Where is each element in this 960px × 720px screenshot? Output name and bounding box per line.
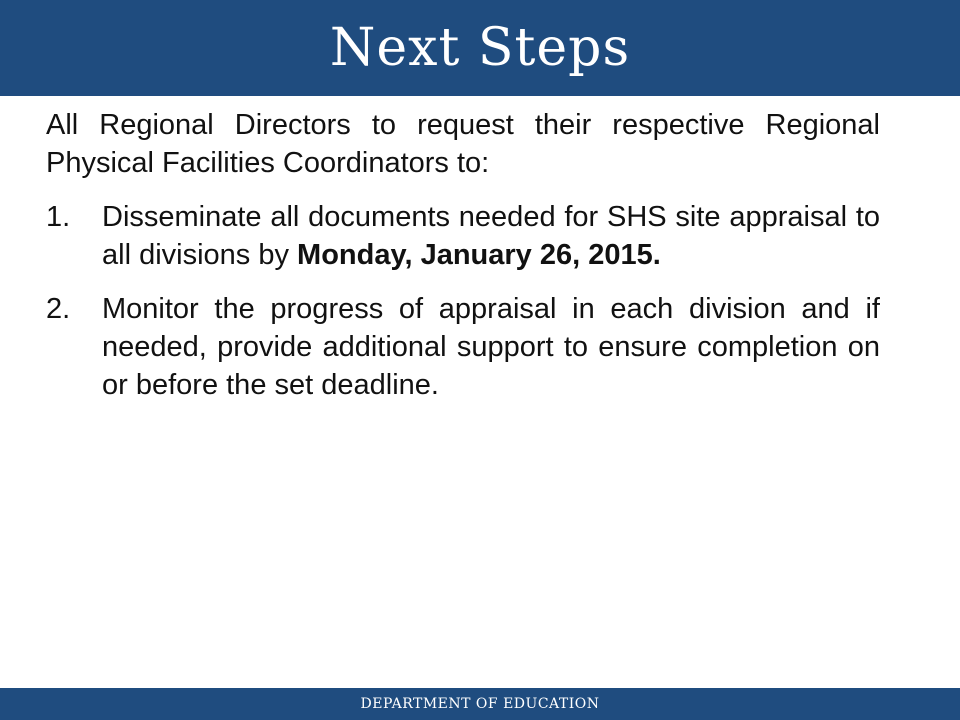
step-deadline: Monday, January 26, 2015. <box>297 239 661 271</box>
step-number: 1. <box>46 201 71 233</box>
step-text: Disseminate all documents needed for SHS site appraisal to all divisions by <box>102 201 880 271</box>
slide-title: Next Steps <box>329 18 631 78</box>
intro-text: All Regional Directors to request their respective Regional Physical Facilities Coordinators to: <box>46 109 880 179</box>
step-number: 2. <box>46 293 71 325</box>
slide-body <box>46 106 880 420</box>
steps-list <box>46 198 880 404</box>
footer-label: DEPARTMENT OF EDUCATION <box>360 696 600 712</box>
step-text: Monitor the progress of appraisal in each division and if needed, provide additional support to ensure completion on or before the set deadline. <box>102 293 880 401</box>
step-item <box>46 290 880 404</box>
title-banner <box>0 0 960 96</box>
footer-banner <box>0 688 960 720</box>
step-item <box>46 198 880 274</box>
